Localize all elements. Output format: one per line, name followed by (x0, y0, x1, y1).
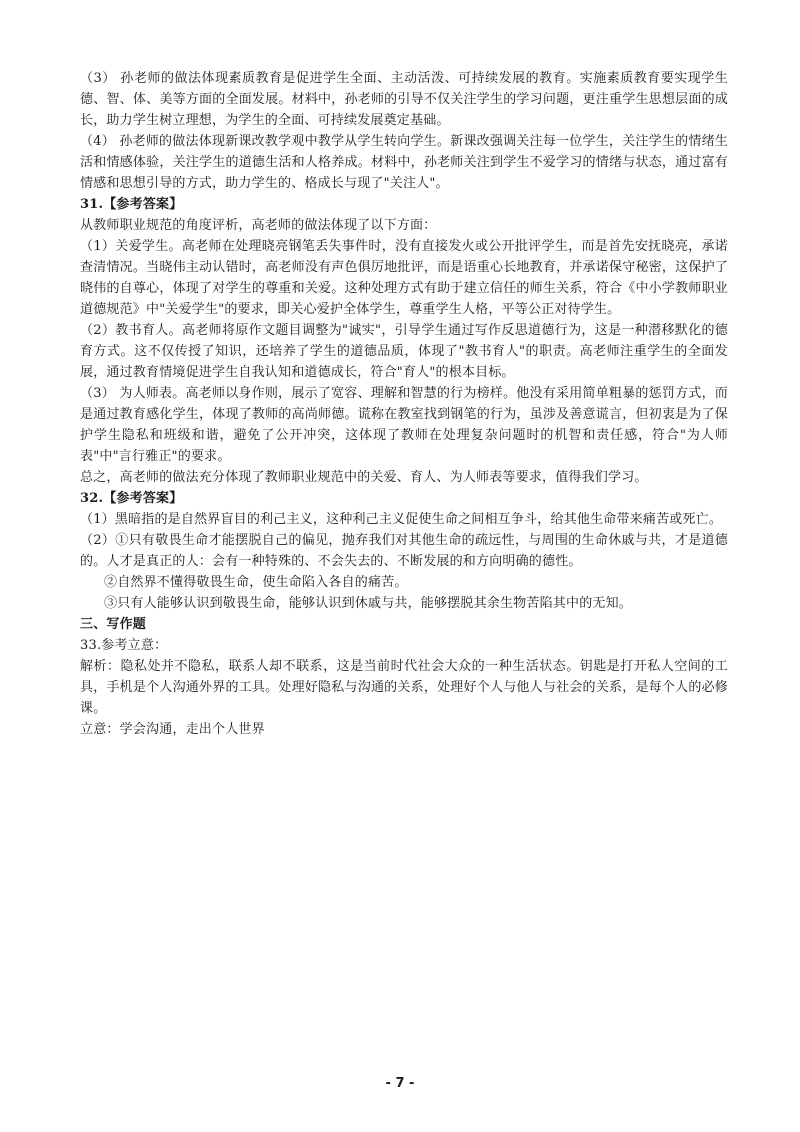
q32-heading: 32.【参考答案】 (80, 491, 183, 506)
q30-point-3: （3） 孙老师的做法体现素质教育是促进学生全面、主动活泼、可持续发展的教育。实施素质教育要实现学生德、智、体、美等方面的全面发展。材料中，孙老师的引导不仅关注学生的学习问题，更注重学生思想层面的成长，助力学生树立理想，为学生的全面、可持续发展奠定基础。 (80, 71, 728, 128)
q31-heading: 31.【参考答案】 (80, 197, 183, 212)
q32-point-2: （2）①只有敬畏生命才能摆脱自己的偏见，抛弃我们对其他生命的疏远性，与周围的生命休戚与共，才是道德的。人才是真正的人：会有一种特殊的、不会失去的、不断发展的和方向明确的德性。 (80, 533, 728, 569)
q32-point-2b: ②自然界不懂得敬畏生命，使生命陷入各自的痛苦。 (104, 575, 408, 590)
q32-point-2c: ③只有人能够认识到敬畏生命，能够认识到休戚与共，能够摆脱其余生物苦陷其中的无知。 (104, 596, 633, 611)
section-3-heading: 三、写作题 (80, 617, 147, 632)
q31-intro: 从教师职业规范的角度评析，高老师的做法体现了以下方面： (80, 218, 437, 233)
document-body (80, 68, 728, 740)
q31-point-3: （3） 为人师表。高老师以身作则，展示了宽容、理解和智慧的行为榜样。他没有采用简单粗暴的惩罚方式，而是通过教育感化学生，体现了教师的高尚师德。谎称在教室找到钢笔的行为，虽涉及善意谎言，但初衷是为了保护学生隐私和班级和谐，避免了公开冲突，这体现了教师在处理复杂问题时的机智和责任感，符合"为人师表"中"言行雅正"的要求。 (80, 386, 728, 464)
q31-point-1: （1）关爱学生。高老师在处理晓亮钢笔丢失事件时，没有直接发火或公开批评学生，而是首先安抚晓亮，承诺查清情况。当晓伟主动认错时，高老师没有声色俱厉地批评，而是语重心长地教育，并承诺保守秘密，这保护了晓伟的自尊心，体现了对学生的尊重和关爱。这种处理方式有助于建立信任的师生关系，符合《中小学教师职业道德规范》中"关爱学生"的要求，即关心爱护全体学生，尊重学生人格，平等公正对待学生。 (80, 239, 728, 317)
q31-summary: 总之，高老师的做法充分体现了教师职业规范中的关爱、育人、为人师表等要求，值得我们学习。 (80, 470, 648, 485)
q33-heading: 33.参考立意： (80, 638, 168, 653)
q30-point-4: （4） 孙老师的做法体现新课改教学观中教学从学生转向学生。新课改强调关注每一位学生，关注学生的情绪生活和情感体验，关注学生的道德生活和人格养成。材料中，孙老师关注到学生不爱学习的情绪与状态，通过富有情感和思想引导的方式，助力学生的、格成长与现了"关注人"。 (80, 134, 728, 191)
page-number: - 7 - (385, 1076, 415, 1091)
q31-point-2: （2）教书育人。高老师将原作文题目调整为"诚实"，引导学生通过写作反思道德行为，这是一种潜移默化的德育方式。这不仅传授了知识，还培养了学生的道德品质，体现了"教书育人"的职责。高老师注重学生的全面发展，通过教育情境促进学生自我认知和道德成长，符合"育人"的根本目标。 (80, 323, 728, 380)
q33-theme: 立意：学会沟通，走出个人世界 (80, 722, 265, 737)
q32-point-1: （1）黑暗指的是自然界盲目的利己主义，这种利己主义促使生命之间相互争斗，给其他生命带来痛苦或死亡。 (80, 512, 723, 527)
q33-analysis: 解析：隐私处并不隐私，联系人却不联系，这是当前时代社会大众的一种生活状态。钥匙是打开私人空间的工具，手机是个人沟通外界的工具。处理好隐私与沟通的关系，处理好个人与他人与社会的关系，是每个人的必修课。 (80, 659, 728, 716)
